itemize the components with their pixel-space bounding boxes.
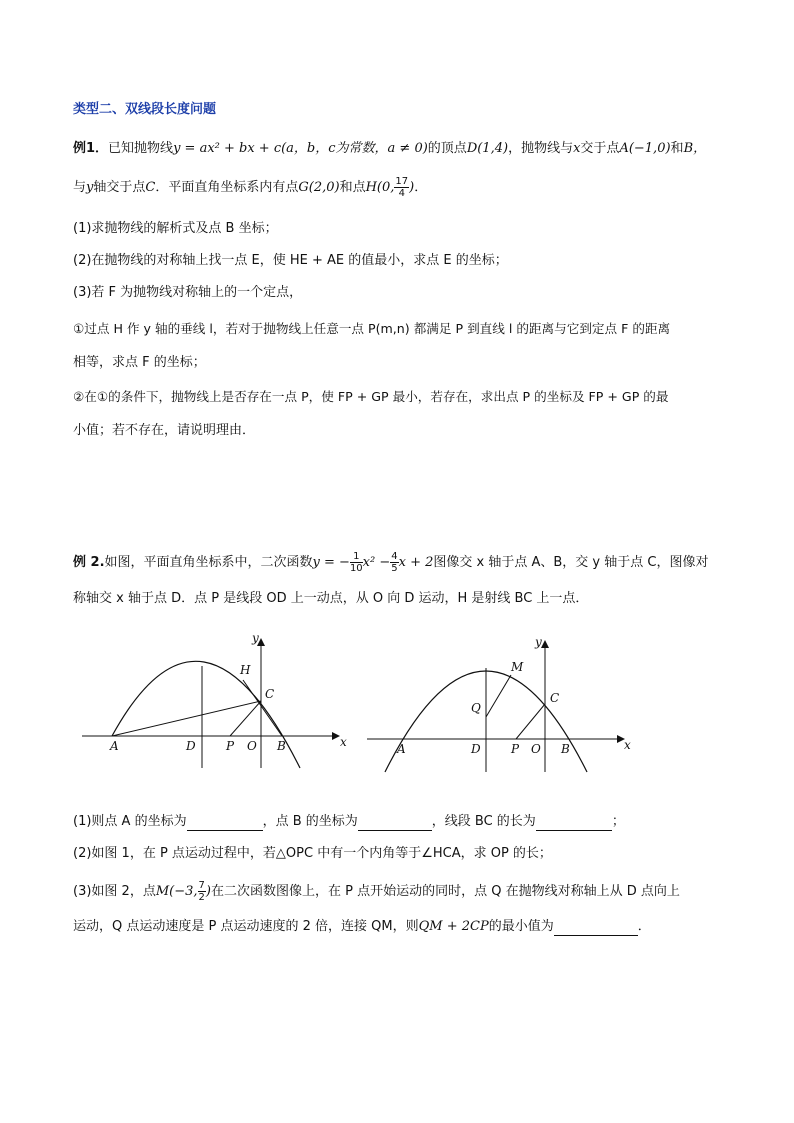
example1-question3-part1-cont: 相等，求点 F 的坐标； <box>73 355 206 370</box>
x-axis-label: x <box>340 735 347 749</box>
x-axis-label: x <box>624 738 631 752</box>
example1-text: 轴交于点 <box>93 180 146 195</box>
example1-line1 <box>73 140 706 158</box>
point-d-label: D <box>186 739 196 753</box>
example1-question2: (2)在抛物线的对称轴上找一点 E，使 HE + AE 的值最小，求点 E 的坐标； <box>73 253 508 268</box>
func-rhs: x + 2 <box>398 555 434 570</box>
example1-question1: (1)求抛物线的解析式及点 B 坐标； <box>73 221 278 236</box>
example1-question3: (3)若 F 为抛物线对称轴上的一个定点， <box>73 285 303 300</box>
example2-question3-cont <box>73 918 651 936</box>
example1-text: 已知抛物线 <box>108 141 174 156</box>
point-a-label: A <box>110 739 119 753</box>
point-b: B， <box>683 141 707 156</box>
point-a: A(−1,0) <box>619 141 671 156</box>
point-q-label: Q <box>471 701 481 715</box>
point-g: G(2,0) <box>298 180 340 195</box>
frac-num: 7 <box>198 880 205 891</box>
q3-text: 在二次函数图像上，在 P 点开始运动的同时，点 Q 在抛物线对称轴上从 D 点向上 <box>210 884 680 899</box>
point-m-label: M <box>511 660 524 674</box>
example2-text: 如图，平面直角坐标系中，二次函数 <box>104 555 313 570</box>
answer-blank-b[interactable] <box>358 816 432 831</box>
func-mid: x² − <box>362 555 391 570</box>
example1-text: ．平面直角坐标系内有点 <box>155 180 299 195</box>
section-title: 类型二、双线段长度问题 <box>73 102 217 117</box>
example2-question1 <box>73 813 625 831</box>
q1-text: ，线段 BC 的长为 <box>431 814 536 829</box>
example2-line2: 称轴交 x 轴于点 D．点 P 是线段 OD 上一动点，从 O 向 D 运动，H 是射线 BC 上一点． <box>73 591 589 606</box>
frac-num: 4 <box>391 551 398 562</box>
example1-label: 例1． <box>73 141 109 156</box>
example2-label: 例 2. <box>73 555 105 570</box>
example1-text: 和 <box>670 141 684 156</box>
frac-den: 5 <box>391 563 398 574</box>
answer-blank-min[interactable] <box>554 921 638 936</box>
example1-question3-part1: ①过点 H 作 y 轴的垂线 l，若对于抛物线上任意一点 P(m,n) 都满足 P 到直线 l 的距离与它到定点 F 的距离 <box>73 321 671 336</box>
frac-num: 1 <box>350 551 363 563</box>
q1-text: ，点 B 的坐标为 <box>262 814 358 829</box>
figure-1 <box>78 630 358 770</box>
q1-text: ； <box>611 814 625 829</box>
answer-blank-a[interactable] <box>187 816 263 831</box>
q3-text: 运动，Q 点运动速度是 P 点运动速度的 2 倍，连接 QM，则 <box>73 919 419 934</box>
example2-question3 <box>73 880 680 903</box>
x-axis-arrow <box>332 732 340 740</box>
example2-text: 图像交 x 轴于点 A、B，交 y 轴于点 C，图像对 <box>433 555 709 570</box>
point-p-label: P <box>226 739 235 753</box>
example2-question2: (2)如图 1，在 P 点运动过程中，若△OPC 中有一个内角等于∠HCA，求 OP 的长； <box>73 846 552 861</box>
frac-den: 4 <box>398 188 405 199</box>
point-h-open: (0, <box>376 180 395 195</box>
segment-qm <box>486 675 511 717</box>
qm-2cp-expr: QM + 2CP <box>418 919 489 934</box>
answer-blank-bc[interactable] <box>536 816 612 831</box>
point-m-open: (−3, <box>169 884 198 899</box>
q1-text: (1)则点 A 的坐标为 <box>73 814 187 829</box>
point-a-label: A <box>397 742 406 756</box>
point-p-label: P <box>511 742 520 756</box>
point-h-label: H <box>365 180 377 195</box>
point-b-label: B <box>277 739 286 753</box>
segment-ac <box>112 701 261 736</box>
example1-text: 的顶点 <box>427 141 467 156</box>
point-h-label: H <box>240 663 251 677</box>
point-d: D(1,4) <box>466 141 509 156</box>
point-m: M <box>155 884 170 899</box>
func-lhs: y = − <box>312 555 350 570</box>
fraction-7-2 <box>198 880 206 903</box>
point-c: C <box>145 180 156 195</box>
example1-text: ，抛物线与 <box>508 141 574 156</box>
figure-2 <box>365 630 645 775</box>
ray-bc <box>243 680 282 736</box>
point-b-label: B <box>561 742 570 756</box>
y-axis-label: y <box>252 631 259 645</box>
frac-den: 10 <box>349 563 363 574</box>
frac-den: 2 <box>198 892 205 903</box>
point-h-close: ) <box>409 180 415 195</box>
point-d-label: D <box>471 742 481 756</box>
example2-line1 <box>73 551 708 574</box>
point-c-label: C <box>550 691 560 705</box>
y-var: y <box>86 180 94 195</box>
fraction-17-4 <box>394 176 409 199</box>
q3-text: ． <box>637 919 651 934</box>
q3-text: 的最小值为 <box>488 919 554 934</box>
fraction-4-5 <box>390 551 398 574</box>
example1-question3-part2-cont: 小值；若不存在，请说明理由． <box>73 423 256 438</box>
y-axis-label: y <box>535 635 542 649</box>
segment-pc <box>516 704 545 739</box>
example1-text: 与 <box>73 180 87 195</box>
point-m-close: ) <box>205 884 211 899</box>
fraction-1-10 <box>350 551 363 574</box>
frac-num: 17 <box>395 176 409 187</box>
point-o-label: O <box>247 739 257 753</box>
q3-text: (3)如图 2，点 <box>73 884 156 899</box>
point-o-label: O <box>531 742 541 756</box>
example1-text: 交于点 <box>580 141 620 156</box>
example1-text: 和点 <box>339 180 366 195</box>
y-axis-arrow <box>541 640 549 648</box>
parabola-curve <box>112 661 300 768</box>
segment-pc <box>230 701 261 736</box>
parabola-formula: y = ax² + bx + c(a，b，c为常数，a ≠ 0) <box>173 141 428 156</box>
example1-text: ． <box>414 180 428 195</box>
example1-question3-part2: ②在①的条件下，抛物线上是否存在一点 P，使 FP + GP 最小，若存在，求出点 P 的坐标及 FP + GP 的最 <box>73 389 669 404</box>
x-var: x <box>573 141 581 156</box>
example1-line2 <box>73 176 427 199</box>
point-c-label: C <box>265 687 275 701</box>
